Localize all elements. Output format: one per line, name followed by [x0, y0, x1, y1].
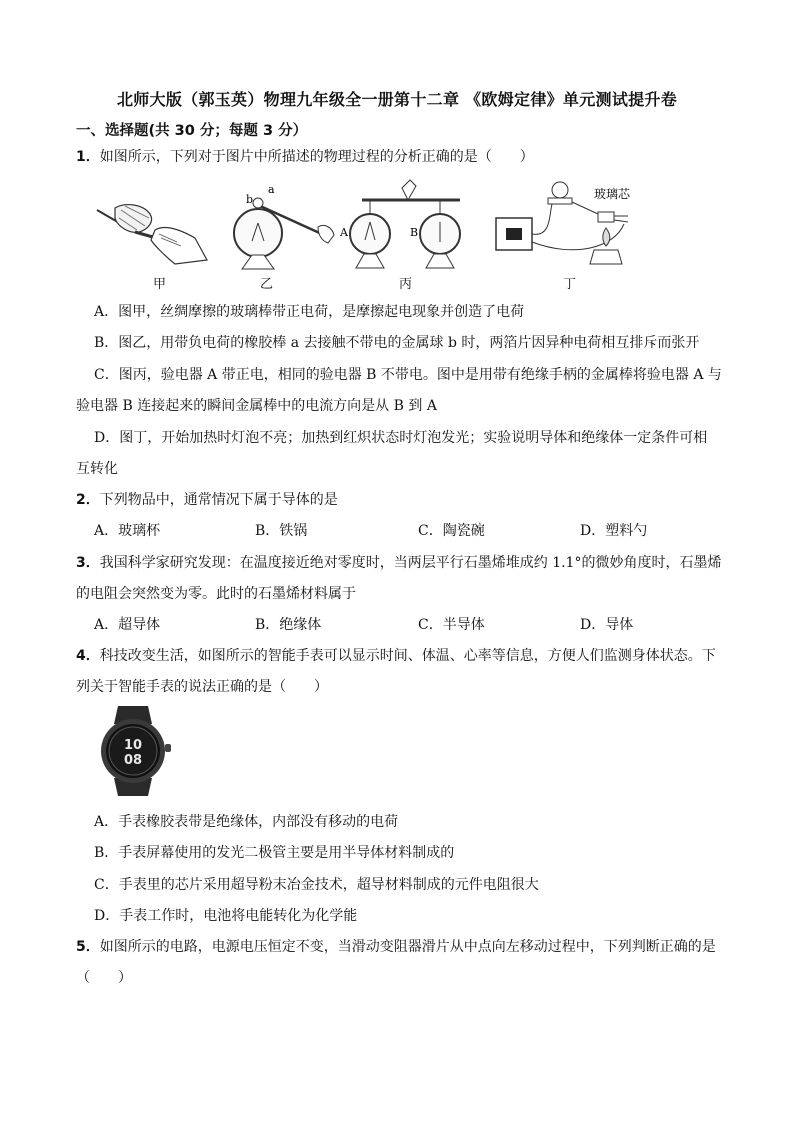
figure-label-jia: 甲 [153, 277, 167, 292]
question-text: 如图所示的电路，电源电压恒定不变，当滑动变阻器滑片从中点向左移动过程中，下列判断正确的是 [99, 939, 716, 955]
question-3-stem-line2: 的电阻会突然变为零。此时的石墨烯材料属于 [76, 586, 356, 602]
question-text: 我国科学家研究发现：在温度接近绝对零度时，当两层平行石墨烯堆成约 1.1°的微妙角度时，石墨烯 [99, 555, 722, 571]
watch-minute: 08 [123, 753, 143, 768]
question-text: 如图所示，下列对于图片中所描述的物理过程的分析正确的是（ ） [99, 149, 534, 165]
watch-hour: 10 [123, 738, 143, 753]
question-number: 1． [76, 149, 100, 165]
q4-option-b: B．手表屏幕使用的发光二极管主要是用半导体材料制成的 [94, 845, 455, 861]
question-number: 2． [76, 492, 100, 508]
q2-option-a: A．玻璃杯 [94, 523, 161, 539]
q1-option-c-line2: 验电器 B 连接起来的瞬间金属棒中的电流方向是从 B 到 A [76, 398, 437, 414]
label-a: a [268, 183, 275, 196]
question-5-stem-line1 [76, 936, 746, 956]
question-1-stem [76, 146, 746, 166]
figure-ding [494, 178, 644, 273]
q2-option-c: C．陶瓷碗 [418, 523, 485, 539]
q3-option-a: A．超导体 [94, 617, 161, 633]
question-text: 下列物品中，通常情况下属于导体的是 [99, 492, 338, 508]
q3-option-d: D．导体 [580, 617, 634, 633]
figure-label-bing: 丙 [399, 277, 413, 292]
q4-option-a: A．手表橡胶表带是绝缘体，内部没有移动的电荷 [94, 814, 399, 830]
q2-option-b: B．铁锅 [255, 523, 308, 539]
question-2-stem [76, 489, 746, 509]
question-5-stem-line2: （ ） [76, 970, 132, 986]
page-title: 北师大版（郭玉英）物理九年级全一册第十二章 《欧姆定律》单元测试提升卷 [116, 90, 678, 109]
question-text: 科技改变生活，如图所示的智能手表可以显示时间、体温、心率等信息，方便人们监测身体状态。下 [99, 648, 716, 664]
q2-option-d: D．塑料勺 [580, 523, 648, 539]
smartwatch-image [94, 706, 176, 796]
q1-option-a: A．图甲，丝绸摩擦的玻璃棒带正电荷，是摩擦起电现象并创造了电荷 [94, 304, 525, 320]
section-heading: 一、选择题(共 30 分；每题 3 分） [76, 123, 308, 139]
question-number: 5． [76, 939, 100, 955]
figure-label-ding: 丁 [563, 277, 577, 292]
label-glass-core: 玻璃芯 [594, 187, 631, 201]
q4-option-d: D．手表工作时，电池将电能转化为化学能 [94, 908, 358, 924]
q1-option-c-line1: C．图丙，验电器 A 带正电，相同的验电器 B 不带电。图中是用带有绝缘手柄的金属棒将验电器 A 与 [94, 367, 722, 383]
label-A: A [340, 226, 348, 239]
figure-yi [228, 183, 338, 273]
figure-label-yi: 乙 [260, 277, 274, 292]
figure-jia [95, 190, 210, 270]
question-number: 3． [76, 555, 100, 571]
label-b: b [246, 193, 254, 206]
q1-option-b: B．图乙，用带负电荷的橡胶棒 a 去接触不带电的金属球 b 时，两箔片因异种电荷相互排斥而张开 [94, 335, 700, 351]
question-number: 4． [76, 648, 100, 664]
question-3-stem-line1 [76, 552, 746, 572]
q1-option-d-line1: D．图丁，开始加热时灯泡不亮；加热到红炽状态时灯泡发光；实验说明导体和绝缘体一定条件可相 [94, 430, 708, 446]
question-4-stem-line2: 列关于智能手表的说法正确的是（ ） [76, 679, 328, 695]
q4-option-c: C．手表里的芯片采用超导粉末冶金技术，超导材料制成的元件电阻很大 [94, 877, 539, 893]
q3-option-b: B．绝缘体 [255, 617, 322, 633]
question-4-stem-line1 [76, 645, 746, 665]
q3-option-c: C．半导体 [418, 617, 485, 633]
figure-bing [340, 178, 470, 273]
label-B: B [410, 226, 419, 239]
q1-option-d-line2: 互转化 [76, 461, 118, 477]
